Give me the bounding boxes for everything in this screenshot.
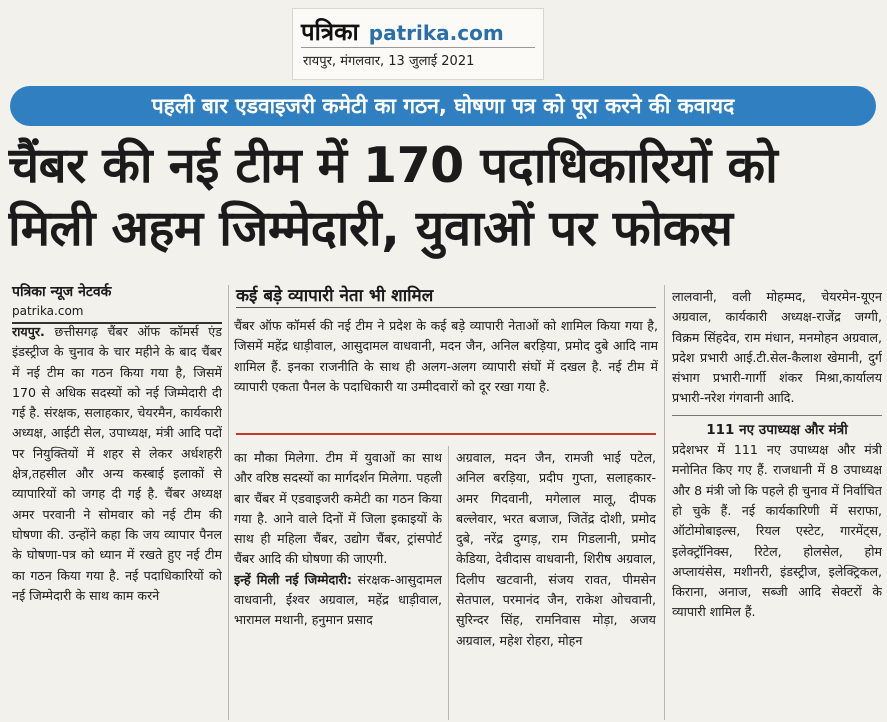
kicker-banner: पहली बार एडवाइजरी कमेटी का गठन, घोषणा पत्र को पूरा करने की कवायद [10, 86, 876, 126]
brand-row [301, 15, 504, 48]
headline-line-1: चैंबर की नई टीम में 170 पदाधिकारियों को [8, 137, 778, 194]
patrika-logo: पत्रिका [301, 17, 359, 46]
headline-line-2: मिली अहम जिम्मेदारी, युवाओं पर फोकस [8, 200, 733, 257]
column-1-body: छत्तीसगढ़ चैंबर ऑफ कॉमर्स एंड इंडस्ट्रीज के चुनाव के चार महीने के बाद चैंबर में नई टीम का गठन किया गया है, जिसमें 170 से अधिक सदस्यों को नई जिम्मेदारी दी गई है. संरक्षक, सलाहकार, चेयरमैन, कार्यकारी अध्यक्ष, आईटी सेल, उपाध्यक्ष, मंत्री आदि पदों पर नियुक्तियों में शहर से लेकर अर्धशहरी क्षेत्र,तहसील और अन्य कस्बाई इलाकों से व्यापारियों को जगह दी गई है. चैंबर अध्यक्ष अमर परवानी ने सोमवार को नई टीम की घोषणा की. उन्होंने कहा कि जय व्यापार पैनल के घोषणा-पत्र को ध्यान में रखते हुए नई टीम का गठन किया गया है. नई पदाधिकारियों को नई जिम्मेदारी के साथ काम करने [12, 324, 222, 603]
byline-website: patrika.com [12, 304, 84, 318]
subhead-vice-presidents: 111 नए उपाध्यक्ष और मंत्री [672, 415, 882, 440]
subhead-rule [236, 307, 656, 308]
column-4-body: लालवानी, वली मोहम्मद, चेयरमेन-यूएन अग्रवाल, कार्यकारी अध्यक्ष-राजेंद्र जग्गी, विक्रम सिंहदेव, राम मंधान, मनमोहन अग्रवाल, प्रदेश प्रभारी आई.टी.सेल-कैलाश खेमानी, दुर्ग संभाग प्रभारी-गार्गी शंकर मिश्रा,कार्यालय प्रभारी-नरेश गंगवानी आदि. [672, 289, 882, 406]
responsibility-heading: इन्हें मिली नई जिम्मेदारी: [234, 571, 352, 587]
column-3-body: अग्रवाल, मदन जैन, रामजी भाई पटेल, अनिल बरड़िया, प्रदीप गुप्ता, सलाहकार-अमर गिदवानी, मगेलाल मालू, दीपक बल्लेवार, भरत बजाज, जितेंद्र दोशी, प्रमोद दुबे, नरेंद्र दुग्गड़, राम गिडलानी, प्रमोद केडिया, देवीदास वाधवानी, शिरीष अग्रवाल, दिलीप खटवानी, संजय रावत, पीमसेन सेतपाल, परमानंद जैन, राकेश ओचवानी, सुरिन्दर सिंह, रामनिवास मोड़ा, अजय अग्रवाल, महेश रोहरा, मोहन [456, 450, 656, 648]
byline [12, 282, 227, 324]
masthead [292, 8, 544, 80]
column-2-tail: संरक्षक-आसुदामल वाधवानी, ईश्वर अग्रवाल, महेंद्र धाड़ीवाल, भारामल मथानी, हनुमान प्रसाद [234, 571, 442, 628]
headline [8, 134, 880, 260]
dateline: रायपुर, मंगलवार, 13 जुलाई 2021 [303, 54, 475, 69]
masthead-rule [301, 47, 535, 48]
column-divider-3 [448, 446, 449, 720]
column-1 [12, 322, 222, 720]
column-2-tail-para [234, 570, 442, 631]
byline-source: पत्रिका न्यूज नेटवर्क [12, 284, 112, 300]
column-2 [234, 448, 442, 720]
column-divider-2 [664, 285, 665, 720]
column-4-body-2: प्रदेशभर में 111 नए उपाध्यक्ष और मंत्री मनोनित किए गए हैं. राजधानी में 8 उपाध्यक्ष और 8 मंत्री जो कि पहले ही चुनाव में निर्वाचित हो चुके हैं. नई कार्यकारिणी में सराफा, ऑटोमोबाइल्स, रियल एस्टेट, गारमेंट्स, इलेक्ट्रॉनिक्स, रिटेल, होलसेल, होम अप्लायंसेस, मशीनरी, इंडस्ट्रीज, इलेक्ट्रिकल, किराना, अनाज, सब्जी आदि सेक्टरों के व्यापारी शामिल हैं. [672, 442, 882, 620]
subhead-traders: कई बड़े व्यापारी नेता भी शामिल [236, 286, 434, 306]
center-box-text: चैंबर ऑफ कॉमर्स की नई टीम ने प्रदेश के कई बड़े व्यापारी नेताओं को शामिल किया गया है, जिसमें महेंद्र धाड़ीवाल, आसुदामल वाधवानी, मदन जैन, अनिल बरड़िया, प्रमोद दुबे आदि नाम शामिल हैं. इनका राजनीति के साथ ही अलग-अलग व्यापारी संघों में दखल है. नई टीम में व्यापारी एकता पैनल के पदाधिकारी या उम्मीदवारों को दूर रखा गया है. [234, 318, 658, 394]
column-1-text [12, 322, 222, 606]
dateline-city: रायपुर. [12, 324, 45, 339]
patrika-website: patrika.com [368, 21, 504, 45]
column-4 [672, 287, 882, 720]
red-separator [236, 433, 656, 435]
column-2-body: का मौका मिलेगा. टीम में युवाओं का साथ और वरिष्ठ सदस्यों का मार्गदर्शन मिलेगा. पहली बार चैंबर में एडवाइजरी कमेटी का गठन किया गया है. आने वाले दिनों में जिला इकाइयों के साथ ही महिला चैंबर, उद्योग चैंबर, ट्रांसपोर्ट चैंबर आदि की घोषणा की जाएगी. [234, 450, 442, 567]
column-divider-1 [228, 285, 229, 720]
column-3 [456, 448, 656, 720]
